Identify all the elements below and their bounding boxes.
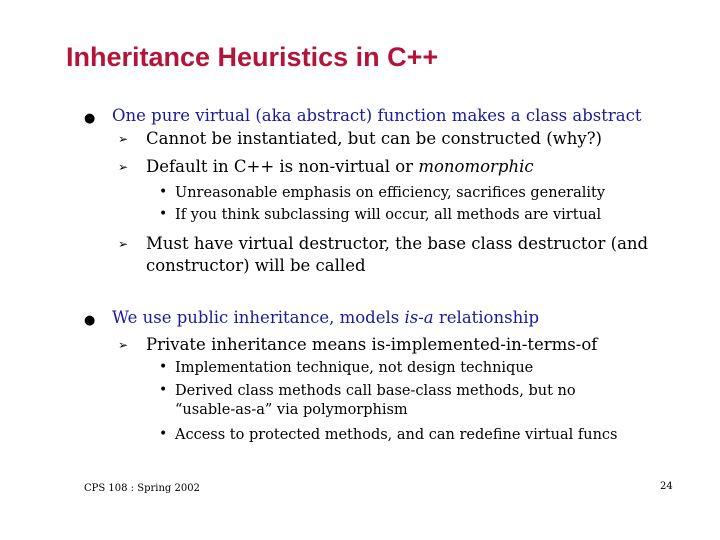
dot-bullet-icon: • <box>159 184 168 200</box>
dot-bullet-icon: • <box>159 206 168 222</box>
bullet-level3: If you think subclassing will occur, all methods are virtual <box>175 207 602 223</box>
bullet-level3: Access to protected methods, and can redefine virtual funcs <box>175 427 618 443</box>
bullet-level2: Cannot be instantiated, but can be constructed (why?) <box>146 129 602 148</box>
arrow-bullet-icon: ➢ <box>118 338 129 352</box>
arrow-bullet-icon: ➢ <box>118 237 129 251</box>
bullet-level2: Default in C++ is non-virtual or monomorphic <box>146 157 534 176</box>
bullet-level1: One pure virtual (aka abstract) function makes a class abstract <box>112 106 642 125</box>
footer-page-number: 24 <box>660 481 673 492</box>
dot-bullet-icon: • <box>159 426 168 442</box>
dot-bullet-icon: • <box>159 382 168 398</box>
footer-course: CPS 108 : Spring 2002 <box>84 483 200 494</box>
bullet-level3: Implementation technique, not design technique <box>175 360 534 376</box>
bullet-level2-continuation: constructor) will be called <box>146 256 366 275</box>
bullet-level2: Private inheritance means is-implemented-in-terms-of <box>146 335 598 354</box>
dot-bullet-icon: • <box>159 359 168 375</box>
bullet-level3: Unreasonable emphasis on efficiency, sacrifices generality <box>175 185 606 201</box>
slide-title: Inheritance Heuristics in C++ <box>66 42 439 72</box>
level1-bullet-icon: ● <box>84 111 96 126</box>
bullet-level2: Must have virtual destructor, the base class destructor (and <box>146 234 649 253</box>
arrow-bullet-icon: ➢ <box>118 160 129 174</box>
level1-bullet-icon: ● <box>84 313 96 328</box>
bullet-level1: We use public inheritance, models is-a relationship <box>112 308 540 327</box>
bullet-level3-continuation: “usable-as-a” via polymorphism <box>175 402 408 418</box>
arrow-bullet-icon: ➢ <box>118 132 129 146</box>
bullet-level3: Derived class methods call base-class methods, but no <box>175 383 576 399</box>
